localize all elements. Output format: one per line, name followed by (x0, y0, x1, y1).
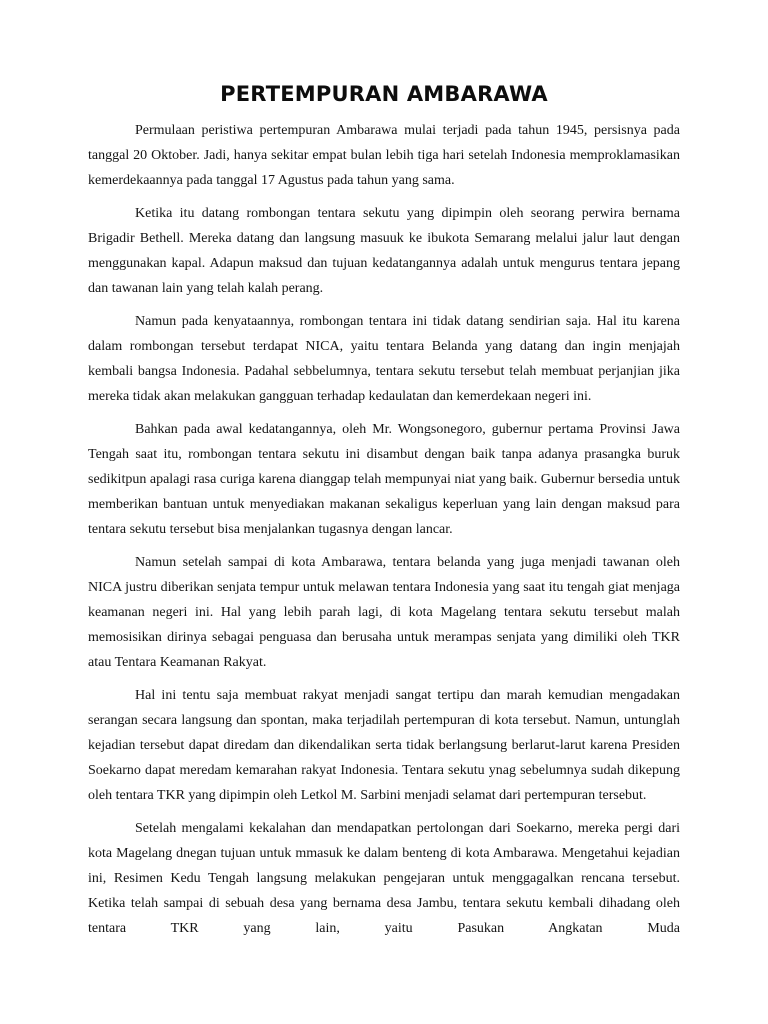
paragraph-2: Ketika itu datang rombongan tentara sekutu yang dipimpin oleh seorang perwira bernama Brigadir Bethell. Mereka datang dan langsung masuuk ke ibukota Semarang melalui jalur laut dengan menggunakan kapal. Adapun maksud dan tujuan kedatangannya adalah untuk mengurus tentara jepang dan tawanan lain yang telah kalah perang. (88, 206, 680, 296)
paragraph-6: Hal ini tentu saja membuat rakyat menjadi sangat tertipu dan marah kemudian mengadakan serangan secara langsung dan spontan, maka terjadilah pertempuran di kota tersebut. Namun, untunglah kejadian tersebut dapat diredam dan dikendalikan serta tidak berlangsung berlarut-larut karena Presiden Soekarno dapat meredam kemarahan rakyat Indonesia. Tentara sekutu ynag sebelumnya sudah dikepung oleh tentara TKR yang dipimpin oleh Letkol M. Sarbini menjadi selamat dari pertempuran tersebut. (88, 688, 680, 803)
paragraph-5: Namun setelah sampai di kota Ambarawa, tentara belanda yang juga menjadi tawanan oleh NICA justru diberikan senjata tempur untuk melawan tentara Indonesia yang saat itu tengah giat menjaga keamanan negeri ini. Hal yang lebih parah lagi, di kota Magelang tentara sekutu tersebut malah memosisikan dirinya sebagai penguasa dan berusaha untuk merampas senjata yang dimiliki oleh TKR atau Tentara Keamanan Rakyat. (88, 555, 680, 670)
document-page (88, 78, 680, 949)
document-title: PERTEMPURAN AMBARAWA (220, 82, 548, 106)
paragraph-1: Permulaan peristiwa pertempuran Ambarawa mulai terjadi pada tahun 1945, persisnya pada tanggal 20 Oktober. Jadi, hanya sekitar empat bulan lebih tiga hari setelah Indonesia memproklamasikan kemerdekaannya pada tanggal 17 Agustus pada tahun yang sama. (88, 123, 680, 188)
paragraph-4: Bahkan pada awal kedatangannya, oleh Mr. Wongsonegoro, gubernur pertama Provinsi Jawa Tengah saat itu, rombongan tentara sekutu ini disambut dengan baik tanpa adanya prasangka buruk sedikitpun apalagi rasa curiga karena dianggap telah mempunyai niat yang baik. Gubernur bersedia untuk memberikan bantuan untuk menyediakan makanan sekaligus keperluan yang lain dengan maksud para tentara sekutu tersebut bisa menjalankan tugasnya dengan lancar. (88, 422, 680, 537)
paragraph-7: Setelah mengalami kekalahan dan mendapatkan pertolongan dari Soekarno, mereka pergi dari kota Magelang dnegan tujuan untuk mmasuk ke dalam benteng di kota Ambarawa. Mengetahui kejadian ini, Resimen Kedu Tengah langsung melakukan pengejaran untuk menggagalkan rencana tersebut. Ketika telah sampai di sebuah desa yang bernama desa Jambu, tentara sekutu kembali dihadang oleh tentara TKR yang lain, yaitu Pasukan Angkatan Muda (88, 821, 680, 936)
paragraph-3: Namun pada kenyataannya, rombongan tentara ini tidak datang sendirian saja. Hal itu karena dalam rombongan tersebut terdapat NICA, yaitu tentara Belanda yang datang dan ingin menjajah kembali bangsa Indonesia. Padahal sebbelumnya, tentara sekutu tersebut telah membuat perjanjian jika mereka tidak akan melakukan gangguan terhadap kedaulatan dan kemerdekaan negeri ini. (88, 314, 680, 404)
